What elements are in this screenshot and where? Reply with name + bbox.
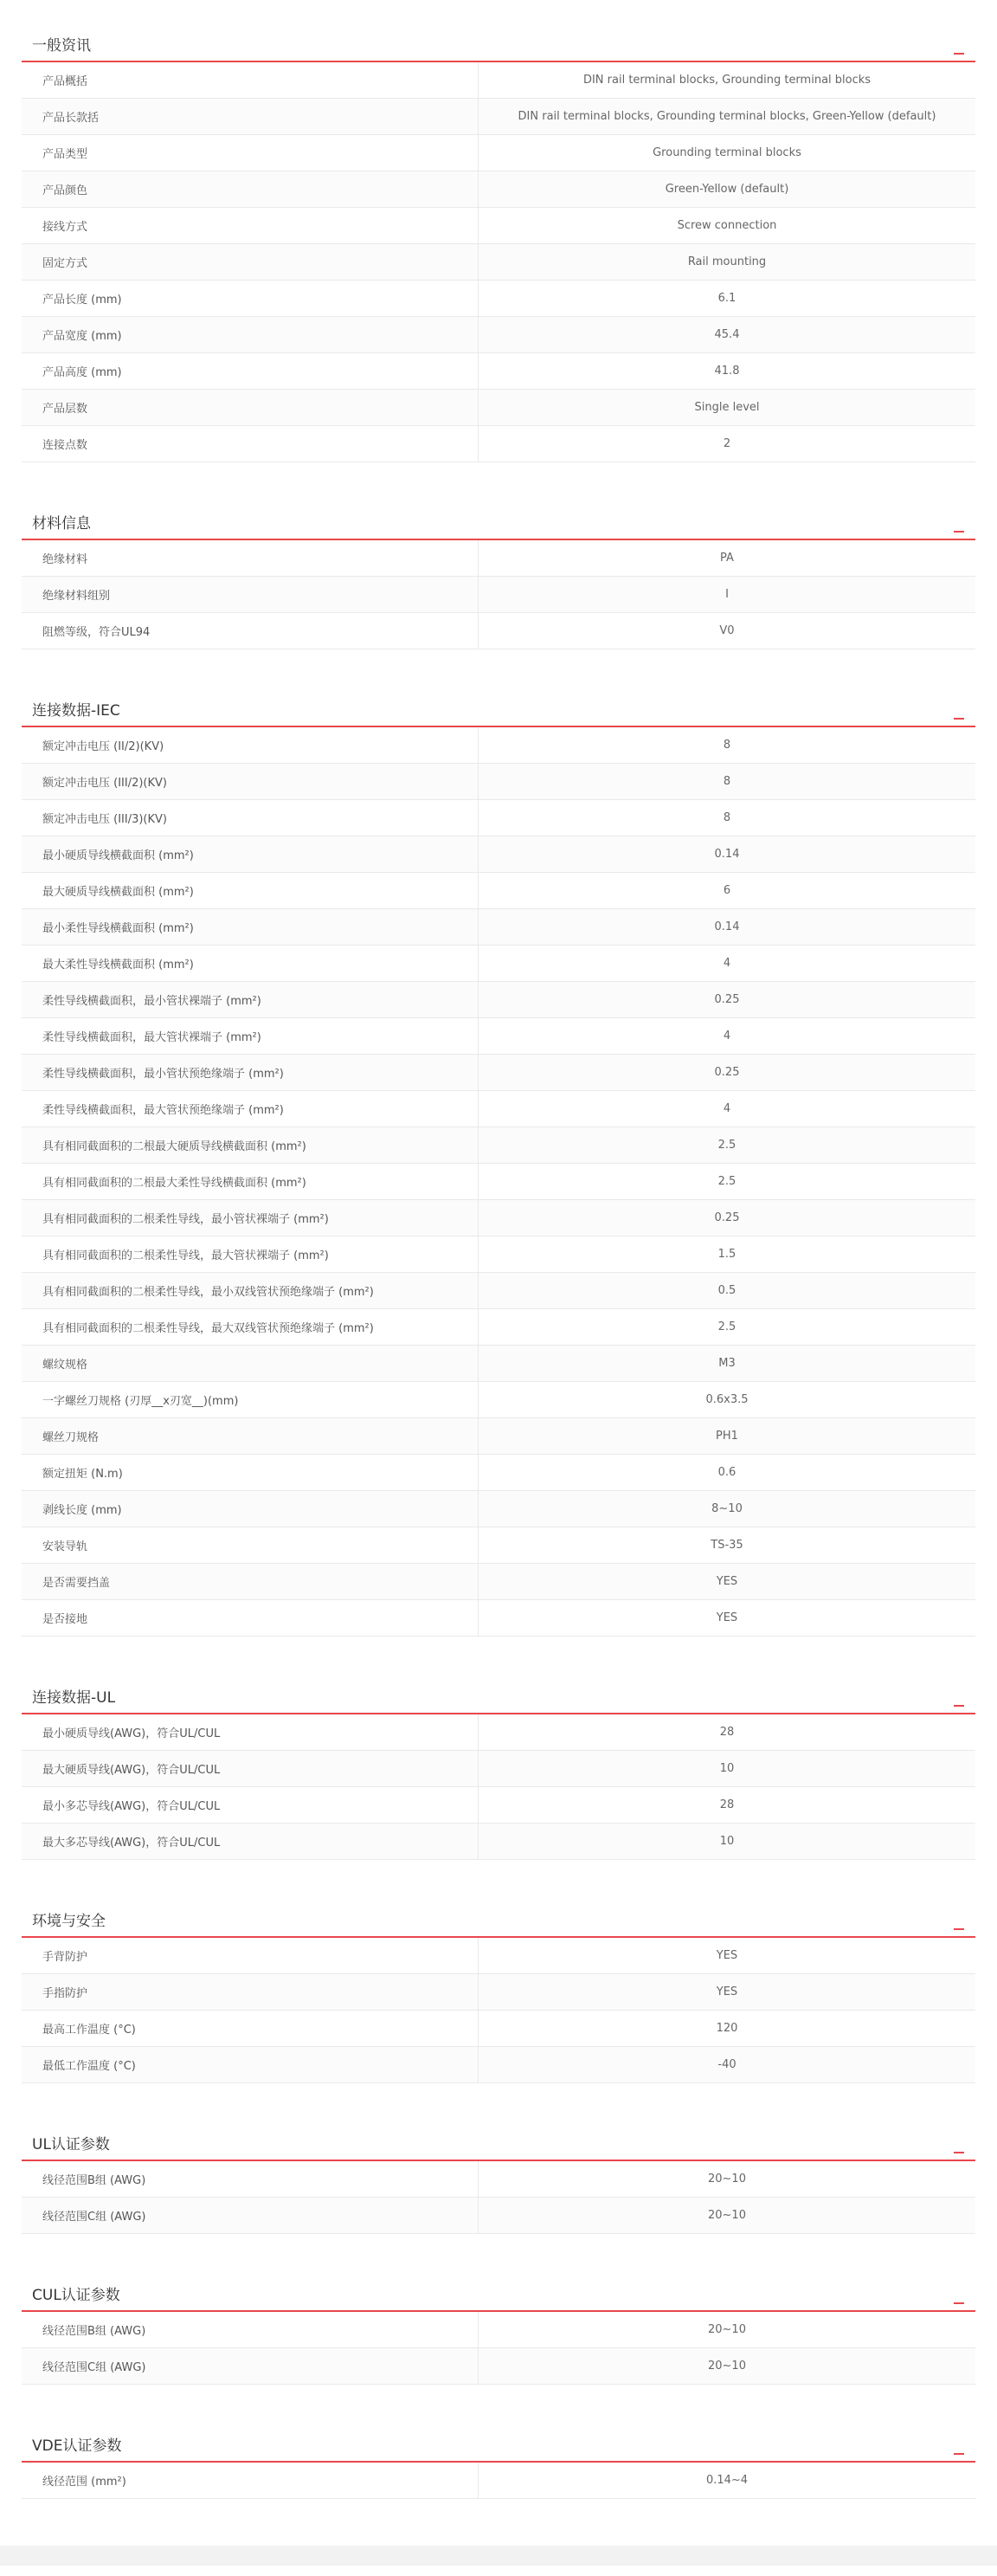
spec-label: 连接点数	[22, 426, 479, 462]
spec-label: 产品概括	[22, 62, 479, 98]
spec-value: 4	[723, 1102, 731, 1115]
spec-table	[22, 2463, 975, 2499]
footer-bar	[0, 2546, 997, 2566]
section-title: CUL认证参数	[32, 2286, 120, 2304]
spec-value: 28	[719, 1798, 735, 1811]
section-spacer	[22, 649, 975, 665]
table-row	[22, 2047, 975, 2083]
spec-value: 1.5	[717, 1248, 736, 1261]
spec-value: TS-35	[711, 1539, 743, 1552]
section-title: 环境与安全	[32, 1912, 106, 1930]
spec-label: 产品类型	[22, 135, 479, 171]
table-row	[22, 1200, 975, 1236]
section-title: 一般资讯	[32, 36, 91, 55]
table-row	[22, 1236, 975, 1273]
collapse-icon[interactable]	[953, 1696, 965, 1708]
spec-label: 手指防护	[22, 1974, 479, 2010]
spec-section	[22, 675, 975, 1637]
collapse-icon[interactable]	[953, 2444, 965, 2457]
spec-table	[22, 1938, 975, 2083]
section-header	[22, 1662, 975, 1714]
section-header	[22, 2411, 975, 2463]
table-row	[22, 1938, 975, 1974]
spec-label: 最大多芯导线(AWG)，符合UL/CUL	[22, 1824, 479, 1859]
table-row	[22, 1527, 975, 1564]
spec-value: 6	[723, 884, 731, 897]
spec-section	[22, 1886, 975, 2083]
table-row	[22, 317, 975, 353]
spec-section	[22, 2411, 975, 2499]
table-row	[22, 1382, 975, 1418]
table-row	[22, 2198, 975, 2234]
table-row	[22, 1564, 975, 1600]
collapse-icon[interactable]	[953, 44, 965, 56]
spec-value: 10	[719, 1762, 735, 1775]
spec-value: 0.6x3.5	[705, 1393, 749, 1406]
spec-value: 0.25	[714, 1066, 740, 1079]
spec-label: 具有相同截面积的二根最大硬质导线横截面积 (mm²)	[22, 1127, 479, 1163]
spec-label: 螺纹规格	[22, 1346, 479, 1381]
table-row	[22, 1346, 975, 1382]
spec-label: 手背防护	[22, 1938, 479, 1973]
spec-value: 2	[723, 437, 731, 450]
table-row	[22, 873, 975, 909]
spec-label: 剥线长度 (mm)	[22, 1491, 479, 1527]
spec-value: PH1	[716, 1430, 738, 1443]
table-row	[22, 1714, 975, 1751]
spec-label: 柔性导线横截面积，最大管状预绝缘端子 (mm²)	[22, 1091, 479, 1127]
section-spacer	[22, 462, 975, 478]
spec-value: 8	[723, 811, 731, 824]
table-row	[22, 1455, 975, 1491]
spec-value: 20~10	[708, 2360, 746, 2373]
spec-table	[22, 2161, 975, 2234]
spec-label: 最高工作温度 (°C)	[22, 2011, 479, 2046]
table-row	[22, 2463, 975, 2499]
spec-value: 0.5	[717, 1284, 736, 1297]
spec-value: Single level	[694, 401, 760, 414]
table-row	[22, 2161, 975, 2198]
spec-label: 额定冲击电压 (II/2)(KV)	[22, 727, 479, 763]
spec-value: DIN rail terminal blocks, Grounding terminal blocks, Green-Yellow (default)	[518, 110, 936, 123]
spec-value: Green-Yellow (default)	[665, 183, 789, 196]
spec-label: 柔性导线横截面积，最小管状裸端子 (mm²)	[22, 982, 479, 1017]
spec-label: 线径范围C组 (AWG)	[22, 2198, 479, 2233]
spec-value: 20~10	[708, 2209, 746, 2222]
spec-table	[22, 727, 975, 1637]
table-row	[22, 353, 975, 390]
spec-label: 一字螺丝刀规格 (刃厚__x刃宽__)(mm)	[22, 1382, 479, 1417]
spec-label: 最大硬质导线(AWG)，符合UL/CUL	[22, 1751, 479, 1786]
spec-value: 41.8	[714, 365, 740, 378]
section-spacer	[22, 1860, 975, 1876]
table-row	[22, 800, 975, 836]
section-header	[22, 2109, 975, 2161]
spec-label: 最小硬质导线(AWG)，符合UL/CUL	[22, 1714, 479, 1750]
spec-label: 柔性导线横截面积，最大管状裸端子 (mm²)	[22, 1018, 479, 1054]
table-row	[22, 1751, 975, 1787]
table-row	[22, 2348, 975, 2385]
spec-value: 0.14	[714, 920, 740, 933]
collapse-icon[interactable]	[953, 2294, 965, 2306]
spec-label: 具有相同截面积的二根最大柔性导线横截面积 (mm²)	[22, 1164, 479, 1199]
table-row	[22, 171, 975, 208]
spec-value: 10	[719, 1835, 735, 1848]
spec-label: 最低工作温度 (°C)	[22, 2047, 479, 2082]
section-header	[22, 1886, 975, 1938]
spec-label: 产品颜色	[22, 171, 479, 207]
table-row	[22, 426, 975, 462]
table-row	[22, 1018, 975, 1055]
table-row	[22, 836, 975, 873]
table-row	[22, 244, 975, 281]
collapse-icon[interactable]	[953, 1920, 965, 1932]
spec-label: 固定方式	[22, 244, 479, 280]
spec-value: 0.14	[714, 848, 740, 861]
table-row	[22, 577, 975, 613]
spec-value: M3	[718, 1357, 736, 1370]
spec-label: 绝缘材料	[22, 540, 479, 576]
spec-section	[22, 2260, 975, 2385]
section-title: VDE认证参数	[32, 2437, 122, 2455]
spec-value: Screw connection	[677, 219, 777, 232]
spec-value: I	[725, 588, 729, 601]
table-row	[22, 1127, 975, 1164]
spec-value: DIN rail terminal blocks, Grounding terminal blocks	[582, 74, 872, 87]
table-row	[22, 1055, 975, 1091]
section-header	[22, 488, 975, 540]
spec-value: 2.5	[717, 1320, 736, 1333]
table-row	[22, 1600, 975, 1637]
collapse-icon[interactable]	[953, 2143, 965, 2155]
spec-label: 最大硬质导线横截面积 (mm²)	[22, 873, 479, 908]
spec-label: 最小多芯导线(AWG)，符合UL/CUL	[22, 1787, 479, 1823]
spec-label: 产品宽度 (mm)	[22, 317, 479, 352]
spec-label: 线径范围 (mm²)	[22, 2463, 479, 2498]
section-spacer	[22, 1637, 975, 1652]
spec-label: 具有相同截面积的二根柔性导线，最大管状裸端子 (mm²)	[22, 1236, 479, 1272]
spec-value: 8	[723, 739, 731, 752]
table-row	[22, 1824, 975, 1860]
spec-page	[0, 10, 997, 2559]
spec-value: 2.5	[717, 1175, 736, 1188]
table-row	[22, 62, 975, 99]
section-title: 连接数据-UL	[32, 1688, 116, 1707]
spec-value: YES	[716, 1985, 738, 1998]
spec-label: 具有相同截面积的二根柔性导线，最小管状裸端子 (mm²)	[22, 1200, 479, 1236]
table-row	[22, 540, 975, 577]
table-row	[22, 1309, 975, 1346]
spec-label: 绝缘材料组别	[22, 577, 479, 612]
table-row	[22, 281, 975, 317]
spec-value: V0	[719, 624, 735, 637]
spec-label: 螺丝刀规格	[22, 1418, 479, 1454]
table-row	[22, 2312, 975, 2348]
spec-label: 接线方式	[22, 208, 479, 243]
table-row	[22, 946, 975, 982]
spec-value: 0.25	[714, 993, 740, 1006]
spec-table	[22, 2312, 975, 2385]
table-row	[22, 909, 975, 946]
spec-value: 20~10	[708, 2323, 746, 2336]
spec-label: 线径范围C组 (AWG)	[22, 2348, 479, 2384]
table-row	[22, 613, 975, 649]
spec-value: 28	[719, 1726, 735, 1739]
spec-label: 产品长款括	[22, 99, 479, 134]
spec-label: 最小柔性导线横截面积 (mm²)	[22, 909, 479, 945]
spec-value: 0.25	[714, 1211, 740, 1224]
section-title: 材料信息	[32, 514, 91, 533]
spec-section	[22, 1662, 975, 1860]
spec-label: 额定冲击电压 (III/3)(KV)	[22, 800, 479, 836]
section-title: 连接数据-IEC	[32, 701, 120, 720]
spec-label: 最大柔性导线横截面积 (mm²)	[22, 946, 479, 981]
spec-value: YES	[716, 1575, 738, 1588]
table-row	[22, 390, 975, 426]
spec-label: 阻燃等级，符合UL94	[22, 613, 479, 649]
spec-label: 安装导轨	[22, 1527, 479, 1563]
spec-table	[22, 540, 975, 649]
spec-value: 0.14~4	[705, 2474, 749, 2487]
table-row	[22, 982, 975, 1018]
spec-value: 6.1	[717, 292, 736, 305]
table-row	[22, 1091, 975, 1127]
spec-value: 45.4	[714, 328, 740, 341]
spec-label: 具有相同截面积的二根柔性导线，最小双线管状预绝缘端子 (mm²)	[22, 1273, 479, 1308]
spec-value: Grounding terminal blocks	[653, 146, 801, 159]
spec-label: 额定扭矩 (N.m)	[22, 1455, 479, 1490]
spec-value: 8~10	[711, 1502, 743, 1515]
spec-label: 线径范围B组 (AWG)	[22, 2161, 479, 2197]
table-row	[22, 1273, 975, 1309]
collapse-icon[interactable]	[953, 522, 965, 534]
section-header	[22, 10, 975, 62]
spec-value: 120	[716, 2022, 738, 2035]
spec-label: 额定冲击电压 (III/2)(KV)	[22, 764, 479, 799]
spec-label: 最小硬质导线横截面积 (mm²)	[22, 836, 479, 872]
spec-label: 具有相同截面积的二根柔性导线，最大双线管状预绝缘端子 (mm²)	[22, 1309, 479, 1345]
table-row	[22, 764, 975, 800]
spec-value: 20~10	[708, 2172, 746, 2185]
section-header	[22, 675, 975, 727]
spec-label: 产品层数	[22, 390, 479, 425]
spec-value: Rail mounting	[687, 255, 767, 268]
spec-label: 是否接地	[22, 1600, 479, 1636]
spec-value: 4	[723, 1030, 731, 1043]
spec-value: -40	[717, 2058, 736, 2071]
collapse-icon[interactable]	[953, 709, 965, 721]
section-title: UL认证参数	[32, 2135, 110, 2153]
table-row	[22, 1974, 975, 2011]
table-row	[22, 727, 975, 764]
spec-label: 是否需要挡盖	[22, 1564, 479, 1599]
spec-value: 0.6	[717, 1466, 736, 1479]
spec-value: YES	[716, 1949, 738, 1962]
table-row	[22, 1491, 975, 1527]
spec-section	[22, 10, 975, 462]
section-spacer	[22, 2083, 975, 2099]
spec-value: 2.5	[717, 1139, 736, 1152]
spec-table	[22, 1714, 975, 1860]
spec-value: 8	[723, 775, 731, 788]
spec-value: 4	[723, 957, 731, 970]
table-row	[22, 1164, 975, 1200]
table-row	[22, 1787, 975, 1824]
spec-value: PA	[720, 552, 734, 565]
section-spacer	[22, 2385, 975, 2400]
spec-value: YES	[716, 1611, 738, 1624]
spec-section	[22, 488, 975, 649]
table-row	[22, 135, 975, 171]
spec-section	[22, 2109, 975, 2234]
table-row	[22, 208, 975, 244]
table-row	[22, 1418, 975, 1455]
spec-label: 产品长度 (mm)	[22, 281, 479, 316]
spec-label: 产品高度 (mm)	[22, 353, 479, 389]
spec-label: 柔性导线横截面积，最小管状预绝缘端子 (mm²)	[22, 1055, 479, 1090]
section-header	[22, 2260, 975, 2312]
table-row	[22, 99, 975, 135]
spec-table	[22, 62, 975, 462]
section-spacer	[22, 2234, 975, 2250]
spec-label: 线径范围B组 (AWG)	[22, 2312, 479, 2347]
table-row	[22, 2011, 975, 2047]
